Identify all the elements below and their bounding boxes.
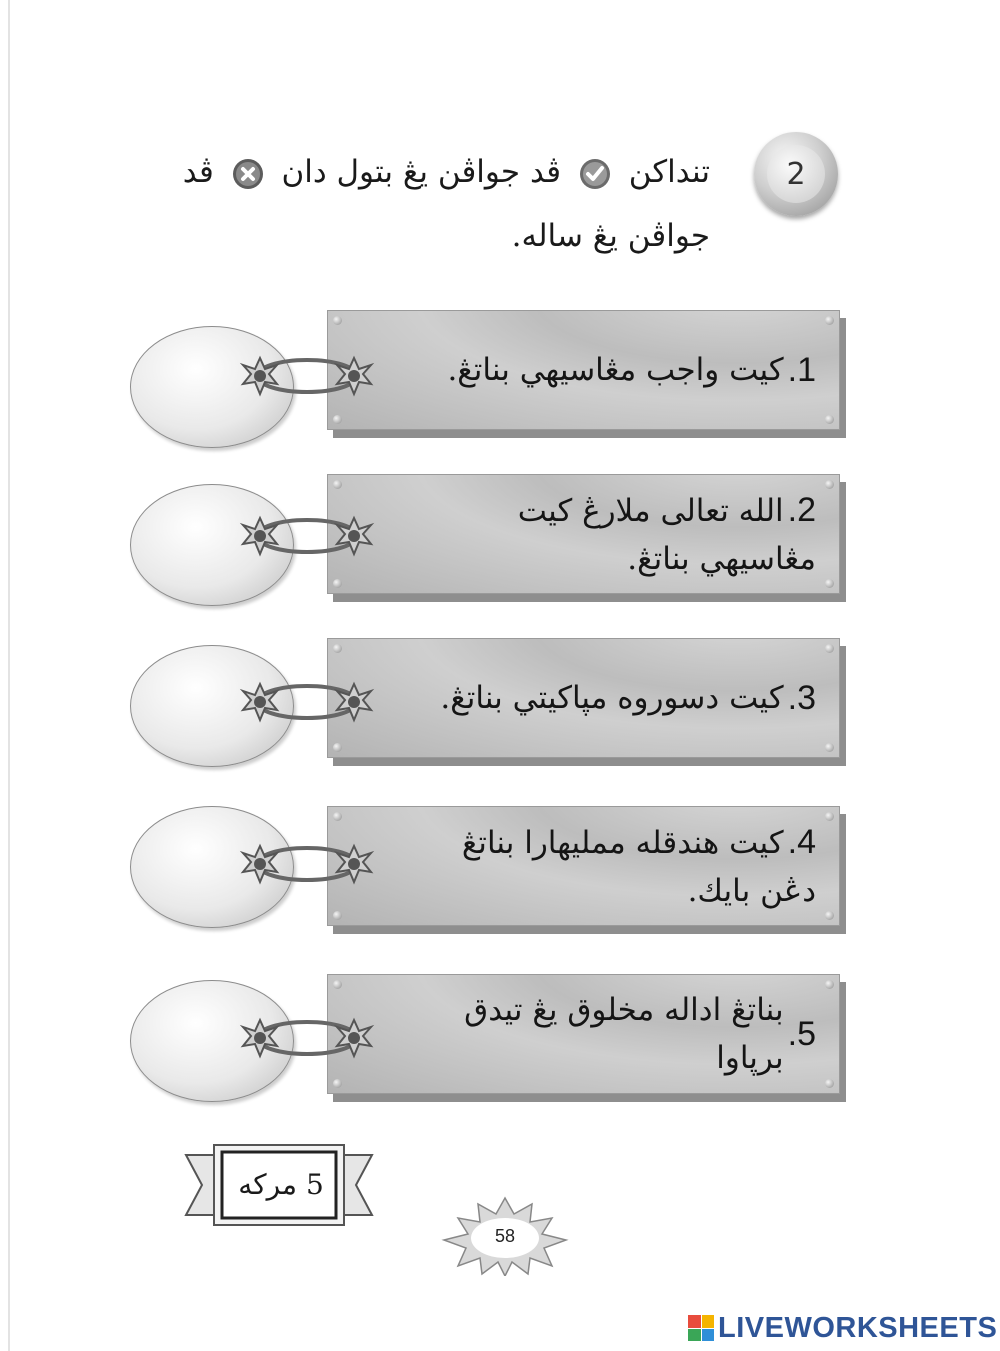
instruction-line-2: جواڤن يڠ ساله. bbox=[511, 218, 710, 254]
statement-body: كيت دسوروه مڽاكيتي بناتڠ. bbox=[440, 680, 784, 716]
statement-body: كيت هندقله ممليهارا بناتڠ دڠن بايك. bbox=[461, 824, 816, 909]
connector-icon bbox=[232, 672, 382, 732]
statement-body: كيت واجب مڠاسيهي بناتڠ. bbox=[447, 352, 784, 388]
page-number: 58 bbox=[494, 1225, 516, 1246]
connector-icon bbox=[232, 1008, 382, 1068]
statement-text-2 bbox=[407, 474, 816, 594]
statement-number: 1. bbox=[787, 351, 816, 389]
connector-icon bbox=[232, 506, 382, 566]
instruction-part-3: ڤد bbox=[182, 154, 214, 190]
liveworksheets-brand[interactable] bbox=[688, 1313, 997, 1343]
connector-icon bbox=[232, 346, 382, 406]
statement-card-2 bbox=[327, 474, 840, 594]
statement-body: بناتڠ اداله مخلوق يڠ تيدق برڽاوا bbox=[464, 992, 784, 1076]
brand-text: LIVEWORKSHEETS bbox=[718, 1311, 998, 1344]
check-circle-icon bbox=[579, 158, 611, 190]
statement-number: 2. bbox=[787, 490, 816, 529]
statement-card-3 bbox=[327, 638, 840, 758]
statement-card-4 bbox=[327, 806, 840, 926]
liveworksheets-logo-icon bbox=[688, 1315, 714, 1341]
statement-card-1 bbox=[327, 310, 840, 430]
statement-text-1 bbox=[407, 310, 816, 430]
instruction-part-1: تنداكن bbox=[628, 154, 710, 190]
cross-circle-icon bbox=[232, 158, 264, 190]
statement-text-5 bbox=[407, 974, 816, 1094]
marks-label: 5 مركه bbox=[238, 1167, 324, 1201]
statement-body: الله تعالى ملارڠ كيت مڠاسيهي بناتڠ. bbox=[517, 492, 816, 577]
question-number-badge bbox=[754, 132, 838, 216]
question-number: 2 bbox=[767, 145, 825, 203]
statement-number: 3. bbox=[787, 679, 816, 717]
statement-card-5 bbox=[327, 974, 840, 1094]
connector-icon bbox=[232, 834, 382, 894]
instruction-part-2: ڤد جواڤن يڠ بتول دان bbox=[281, 154, 562, 190]
statement-number: 4. bbox=[787, 822, 816, 861]
statement-number: 5. bbox=[787, 1015, 816, 1053]
instruction-text bbox=[140, 140, 710, 268]
statement-text-3 bbox=[407, 638, 816, 758]
statement-text-4 bbox=[407, 806, 816, 926]
page-edge bbox=[8, 0, 10, 1351]
